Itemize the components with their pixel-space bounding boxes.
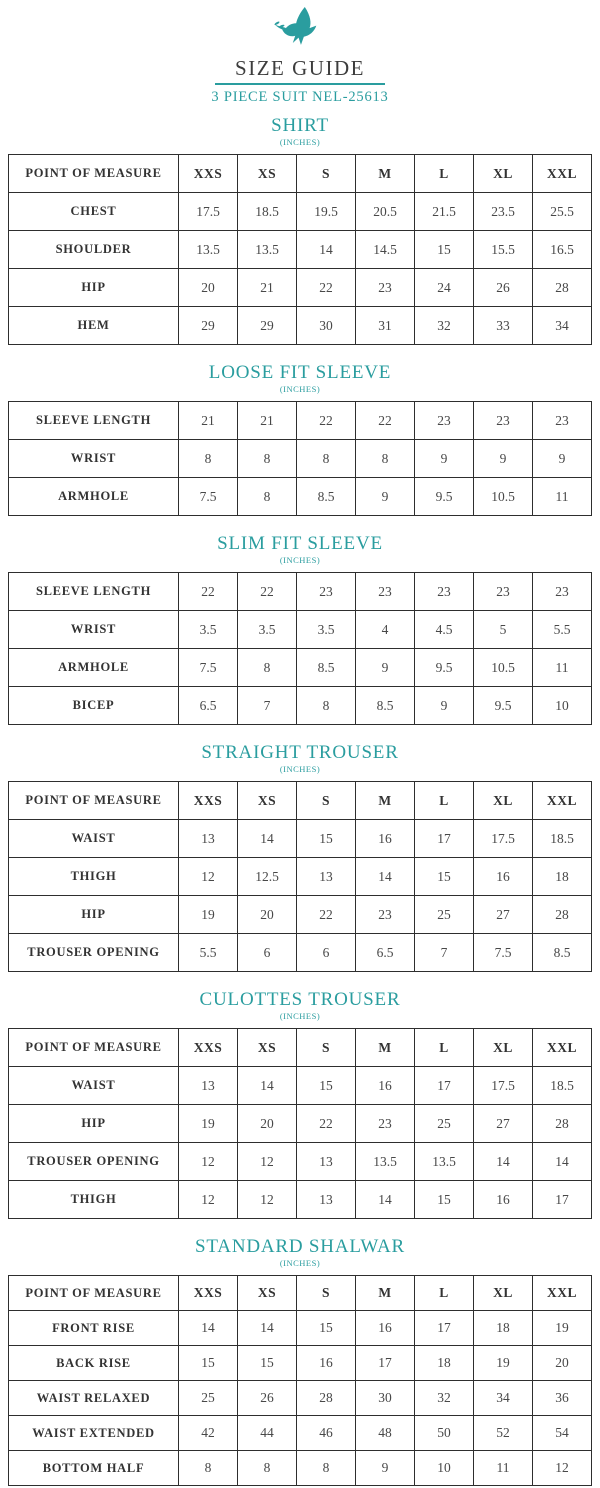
measure-value: 9 [356,1451,415,1486]
measure-value: 20.5 [356,193,415,231]
measure-value: 8 [238,649,297,687]
size-header-xxl: XXL [533,155,592,193]
table-row [9,687,592,725]
measure-value: 10 [415,1451,474,1486]
measure-value: 14 [297,231,356,269]
measure-value: 23.5 [474,193,533,231]
size-table-straight-trouser [8,781,592,972]
measure-label-hip: HIP [9,269,179,307]
measure-label-armhole: ARMHOLE [9,649,179,687]
table-row [9,820,592,858]
size-header-s: S [297,1029,356,1067]
measure-value: 14 [238,1311,297,1346]
measure-value: 6.5 [179,687,238,725]
table-header [9,1029,592,1067]
measure-value: 23 [356,269,415,307]
measure-value: 14 [179,1311,238,1346]
measure-value: 9 [356,478,415,516]
size-header-xs: XS [238,155,297,193]
measure-value: 19.5 [297,193,356,231]
measure-value: 9 [474,440,533,478]
measure-value: 19 [179,896,238,934]
measure-value: 14 [533,1143,592,1181]
measure-value: 31 [356,307,415,345]
size-header-m: M [356,155,415,193]
section-title: SHIRT [271,115,329,136]
measure-value: 30 [356,1381,415,1416]
size-table-slim-fit-sleeve [8,572,592,725]
measure-label-wrist: WRIST [9,440,179,478]
measure-value: 8 [297,687,356,725]
measure-value: 12 [238,1181,297,1219]
measure-value: 16 [356,1067,415,1105]
section-title: SLIM FIT SLEEVE [217,533,383,554]
table-row [9,649,592,687]
measure-value: 32 [415,1381,474,1416]
measure-value: 50 [415,1416,474,1451]
measure-value: 17 [415,1311,474,1346]
measure-value: 14 [356,858,415,896]
section-title: STANDARD SHALWAR [195,1236,405,1257]
section-shirt [0,115,600,345]
measure-value: 12 [179,858,238,896]
measure-value: 23 [356,1105,415,1143]
table-row [9,478,592,516]
measure-label-shoulder: SHOULDER [9,231,179,269]
measure-value: 14.5 [356,231,415,269]
measure-value: 21 [238,269,297,307]
point-of-measure-header: POINT OF MEASURE [9,782,179,820]
measure-value: 15 [415,1181,474,1219]
measure-label-hem: HEM [9,307,179,345]
dove-logo-icon [0,6,600,54]
measure-label-thigh: THIGH [9,858,179,896]
section-culottes-trouser [0,989,600,1219]
measure-value: 14 [474,1143,533,1181]
measure-label-wrist: WRIST [9,611,179,649]
measure-value: 4.5 [415,611,474,649]
measure-value: 42 [179,1416,238,1451]
section-unit-note: (INCHES) [279,137,321,147]
measure-value: 23 [297,573,356,611]
measure-value: 48 [356,1416,415,1451]
measure-value: 34 [474,1381,533,1416]
measure-value: 15 [238,1346,297,1381]
measure-value: 32 [415,307,474,345]
size-table-culottes-trouser [8,1028,592,1219]
measure-value: 3.5 [238,611,297,649]
measure-value: 18.5 [238,193,297,231]
measure-value: 26 [474,269,533,307]
measure-value: 13 [297,858,356,896]
size-header-xs: XS [238,1029,297,1067]
table-row [9,896,592,934]
measure-value: 28 [533,269,592,307]
measure-value: 30 [297,307,356,345]
measure-value: 13 [179,1067,238,1105]
measure-label-trouser-opening: TROUSER OPENING [9,934,179,972]
section-title: STRAIGHT TROUSER [201,742,399,763]
section-title: CULOTTES TROUSER [199,989,401,1010]
measure-value: 14 [238,820,297,858]
section-unit-note: (INCHES) [279,764,321,774]
measure-label-trouser-opening: TROUSER OPENING [9,1143,179,1181]
table-row [9,440,592,478]
measure-value: 20 [238,896,297,934]
measure-value: 11 [474,1451,533,1486]
measure-value: 15 [297,1067,356,1105]
size-header-xs: XS [238,1276,297,1311]
measure-value: 26 [238,1381,297,1416]
measure-value: 22 [297,1105,356,1143]
table-body [9,1311,592,1486]
table-header-row [9,1276,592,1311]
section-straight-trouser [0,742,600,972]
table-row [9,573,592,611]
table-body [9,1067,592,1219]
measure-label-hip: HIP [9,1105,179,1143]
measure-value: 12 [238,1143,297,1181]
measure-value: 21.5 [415,193,474,231]
measure-value: 14 [356,1181,415,1219]
size-table-standard-shalwar [8,1275,592,1486]
measure-label-waist: WAIST [9,1067,179,1105]
measure-value: 29 [238,307,297,345]
table-row [9,1451,592,1486]
measure-value: 27 [474,1105,533,1143]
measure-value: 28 [297,1381,356,1416]
measure-label-sleeve-length: SLEEVE LENGTH [9,402,179,440]
measure-value: 16 [474,1181,533,1219]
measure-value: 19 [533,1311,592,1346]
size-header-l: L [415,782,474,820]
measure-value: 15.5 [474,231,533,269]
table-row [9,611,592,649]
table-header [9,155,592,193]
measure-value: 18.5 [533,820,592,858]
measure-value: 22 [297,896,356,934]
measure-value: 16 [356,820,415,858]
product-subtitle: 3 PIECE SUIT NEL-25613 [211,89,389,105]
measure-value: 25 [179,1381,238,1416]
table-row [9,934,592,972]
measure-value: 8.5 [356,687,415,725]
measure-value: 12 [179,1143,238,1181]
measure-value: 8 [297,440,356,478]
measure-label-waist-relaxed: WAIST RELAXED [9,1381,179,1416]
measure-label-armhole: ARMHOLE [9,478,179,516]
measure-value: 25 [415,1105,474,1143]
measure-value: 18 [474,1311,533,1346]
measure-value: 9 [415,687,474,725]
measure-value: 8.5 [297,478,356,516]
table-header-row [9,782,592,820]
size-header-l: L [415,1029,474,1067]
size-header-m: M [356,782,415,820]
measure-value: 12 [533,1451,592,1486]
table-row [9,1067,592,1105]
measure-label-bottom-half: BOTTOM HALF [9,1451,179,1486]
measure-value: 6.5 [356,934,415,972]
size-header-xl: XL [474,782,533,820]
measure-value: 16 [297,1346,356,1381]
size-header-xl: XL [474,155,533,193]
measure-value: 23 [415,573,474,611]
measure-value: 7.5 [474,934,533,972]
measure-value: 8 [238,478,297,516]
section-standard-shalwar [0,1236,600,1486]
table-row [9,1381,592,1416]
measure-value: 23 [415,402,474,440]
measure-value: 10.5 [474,649,533,687]
size-header-xs: XS [238,782,297,820]
title-divider [215,83,385,85]
table-body [9,820,592,972]
measure-value: 15 [297,820,356,858]
measure-value: 11 [533,649,592,687]
section-unit-note: (INCHES) [279,1258,321,1268]
measure-value: 3.5 [179,611,238,649]
measure-value: 27 [474,896,533,934]
measure-label-waist-extended: WAIST EXTENDED [9,1416,179,1451]
measure-value: 22 [297,269,356,307]
table-body [9,573,592,725]
measure-value: 8 [356,440,415,478]
size-header-l: L [415,1276,474,1311]
point-of-measure-header: POINT OF MEASURE [9,1029,179,1067]
measure-value: 8 [238,440,297,478]
table-body [9,193,592,345]
measure-value: 15 [415,858,474,896]
measure-value: 12 [179,1181,238,1219]
measure-value: 9 [533,440,592,478]
measure-value: 22 [356,402,415,440]
measure-value: 15 [297,1311,356,1346]
size-header-l: L [415,155,474,193]
measure-value: 22 [297,402,356,440]
measure-value: 44 [238,1416,297,1451]
measure-value: 4 [356,611,415,649]
measure-value: 28 [533,1105,592,1143]
measure-value: 13.5 [415,1143,474,1181]
measure-value: 18 [533,858,592,896]
table-header-row [9,1029,592,1067]
table-row [9,1105,592,1143]
size-header-xxs: XXS [179,782,238,820]
measure-value: 15 [179,1346,238,1381]
measure-value: 36 [533,1381,592,1416]
measure-value: 17.5 [474,1067,533,1105]
size-header-xxl: XXL [533,1029,592,1067]
measure-value: 17.5 [179,193,238,231]
table-header-row [9,155,592,193]
measure-value: 8 [179,440,238,478]
measure-value: 13 [297,1143,356,1181]
measure-value: 21 [179,402,238,440]
size-header-xxs: XXS [179,1029,238,1067]
table-row [9,1143,592,1181]
measure-value: 29 [179,307,238,345]
section-unit-note: (INCHES) [279,1011,321,1021]
measure-value: 20 [238,1105,297,1143]
measure-value: 18.5 [533,1067,592,1105]
measure-value: 13.5 [238,231,297,269]
table-row [9,858,592,896]
section-unit-note: (INCHES) [279,384,321,394]
measure-value: 14 [238,1067,297,1105]
measure-value: 12.5 [238,858,297,896]
measure-value: 13 [179,820,238,858]
measure-value: 23 [474,402,533,440]
measure-label-waist: WAIST [9,820,179,858]
table-row [9,269,592,307]
size-guide-sections [0,115,600,1486]
measure-value: 17 [356,1346,415,1381]
measure-value: 17 [415,1067,474,1105]
measure-value: 6 [297,934,356,972]
table-header [9,1276,592,1311]
section-loose-fit-sleeve [0,362,600,516]
measure-value: 16 [474,858,533,896]
measure-label-chest: CHEST [9,193,179,231]
measure-value: 6 [238,934,297,972]
size-header-xxs: XXS [179,155,238,193]
measure-value: 10.5 [474,478,533,516]
size-header-s: S [297,1276,356,1311]
measure-value: 17.5 [474,820,533,858]
measure-value: 15 [415,231,474,269]
size-header-s: S [297,155,356,193]
measure-value: 8.5 [297,649,356,687]
size-header-s: S [297,782,356,820]
measure-value: 9.5 [415,478,474,516]
point-of-measure-header: POINT OF MEASURE [9,155,179,193]
measure-value: 3.5 [297,611,356,649]
table-row [9,1181,592,1219]
measure-label-thigh: THIGH [9,1181,179,1219]
measure-value: 34 [533,307,592,345]
measure-value: 7.5 [179,478,238,516]
measure-value: 9.5 [415,649,474,687]
size-header-xxl: XXL [533,1276,592,1311]
section-unit-note: (INCHES) [279,555,321,565]
measure-value: 8.5 [533,934,592,972]
table-row [9,193,592,231]
measure-label-back-rise: BACK RISE [9,1346,179,1381]
measure-value: 23 [533,573,592,611]
size-header-xl: XL [474,1029,533,1067]
measure-value: 23 [356,896,415,934]
measure-value: 13 [297,1181,356,1219]
measure-value: 19 [179,1105,238,1143]
table-header [9,782,592,820]
measure-value: 8 [238,1451,297,1486]
measure-label-bicep: BICEP [9,687,179,725]
table-row [9,402,592,440]
table-body [9,402,592,516]
measure-value: 7.5 [179,649,238,687]
measure-value: 23 [356,573,415,611]
measure-value: 9.5 [474,687,533,725]
measure-value: 19 [474,1346,533,1381]
measure-value: 17 [415,820,474,858]
measure-value: 16 [356,1311,415,1346]
size-header-m: M [356,1276,415,1311]
section-slim-fit-sleeve [0,533,600,725]
measure-value: 18 [415,1346,474,1381]
size-table-shirt [8,154,592,345]
size-header-xxl: XXL [533,782,592,820]
measure-label-sleeve-length: SLEEVE LENGTH [9,573,179,611]
measure-value: 17 [533,1181,592,1219]
measure-value: 22 [238,573,297,611]
table-row [9,1416,592,1451]
measure-value: 25.5 [533,193,592,231]
measure-value: 9 [415,440,474,478]
table-row [9,1346,592,1381]
size-table-loose-fit-sleeve [8,401,592,516]
measure-value: 5.5 [533,611,592,649]
measure-value: 16.5 [533,231,592,269]
measure-label-front-rise: FRONT RISE [9,1311,179,1346]
measure-value: 21 [238,402,297,440]
measure-value: 33 [474,307,533,345]
measure-value: 54 [533,1416,592,1451]
measure-value: 5 [474,611,533,649]
measure-value: 13.5 [356,1143,415,1181]
table-row [9,1311,592,1346]
measure-value: 5.5 [179,934,238,972]
measure-value: 20 [533,1346,592,1381]
measure-value: 23 [533,402,592,440]
point-of-measure-header: POINT OF MEASURE [9,1276,179,1311]
brand-header [0,0,600,106]
measure-value: 7 [238,687,297,725]
measure-value: 11 [533,478,592,516]
measure-value: 8 [297,1451,356,1486]
table-row [9,231,592,269]
measure-value: 24 [415,269,474,307]
size-header-m: M [356,1029,415,1067]
measure-value: 7 [415,934,474,972]
measure-value: 25 [415,896,474,934]
measure-value: 28 [533,896,592,934]
measure-label-hip: HIP [9,896,179,934]
measure-value: 46 [297,1416,356,1451]
size-header-xl: XL [474,1276,533,1311]
measure-value: 20 [179,269,238,307]
measure-value: 9 [356,649,415,687]
section-title: LOOSE FIT SLEEVE [208,362,392,383]
size-header-xxs: XXS [179,1276,238,1311]
measure-value: 23 [474,573,533,611]
measure-value: 13.5 [179,231,238,269]
measure-value: 8 [179,1451,238,1486]
page-title: SIZE GUIDE [235,56,365,80]
measure-value: 52 [474,1416,533,1451]
measure-value: 22 [179,573,238,611]
measure-value: 10 [533,687,592,725]
table-row [9,307,592,345]
